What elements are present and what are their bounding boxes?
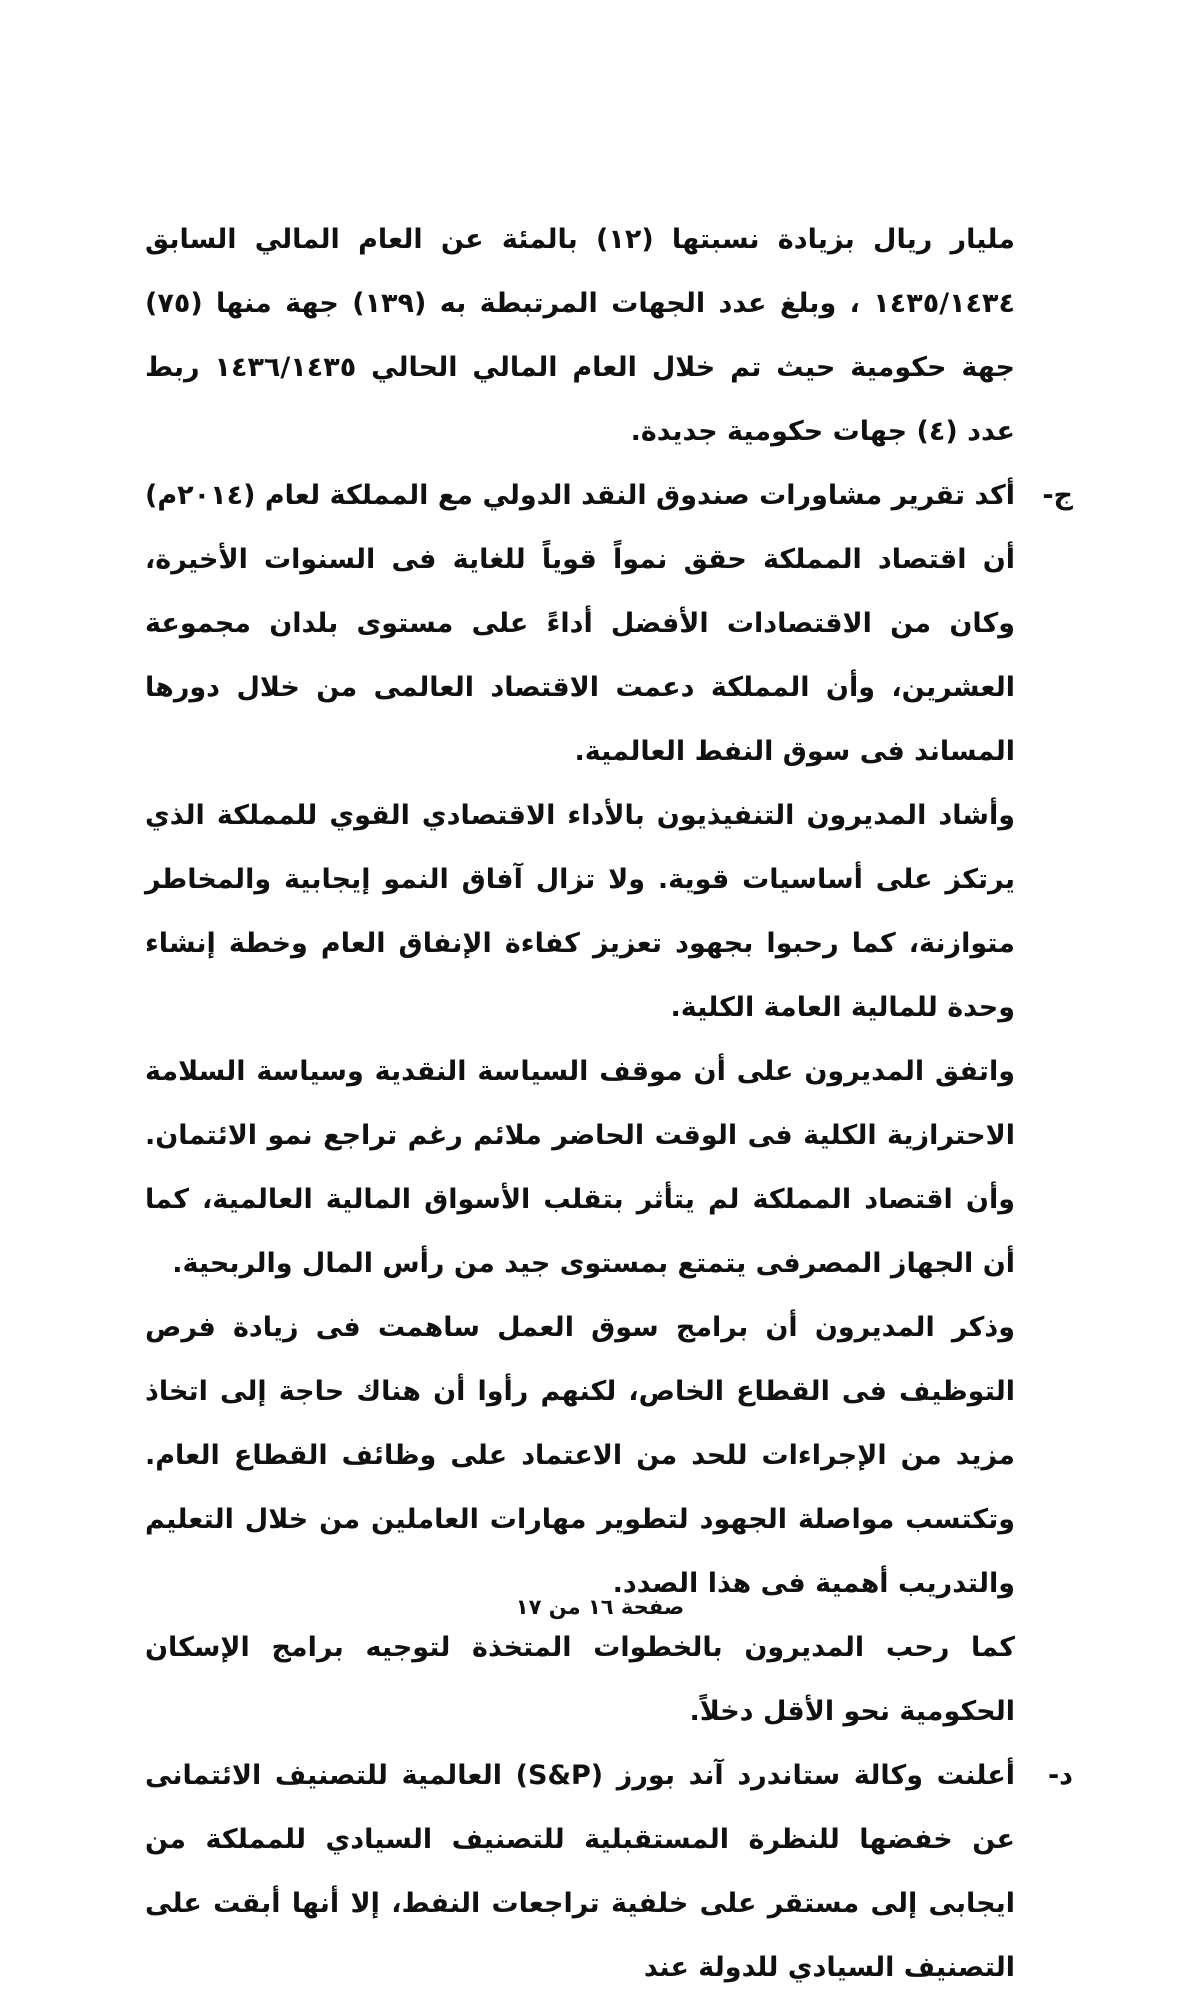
list-item-c-text: أكد تقرير مشاورات صندوق النقد الدولي مع المملكة لعام (٢٠١٤م) أن اقتصاد المملكة حقق نمواً قوياً للغاية فى السنوات الأخيرة، وكان من الاقتصادات الأفضل أداءً على مستوى بلدان مجموعة العشرين، وأن المملكة دعمت الاقتصاد العالمى من خلال دورها المساند فى سوق النفط العالمية. xyxy=(145,480,1015,767)
paragraph-housing: كما رحب المديرون بالخطوات المتخذة لتوجيه برامج الإسكان الحكومية نحو الأقل دخلاً. xyxy=(145,1632,1015,1727)
paragraph-executive-directors: وأشاد المديرون التنفيذيون بالأداء الاقتصادي القوي للمملكة الذي يرتكز على أساسيات قوية. ولا تزال آفاق النمو إيجابية والمخاطر متوازنة، كما رحبوا بجهود تعزيز كفاءة الإنفاق العام وخطة إنشاء وحدة للمالية العامة الكلية. xyxy=(145,800,1015,1023)
list-item-d-text: أعلنت وكالة ستاندرد آند بورز (S&P) العالمية للتصنيف الائتمانى عن خفضها للنظرة المستقبلية للتصنيف السيادي للمملكة من ايجابى إلى مستقر على خلفية تراجعات النفط، إلا أنها أبقت على التصنيف السيادي للدولة عند xyxy=(145,1760,1015,1983)
body-text xyxy=(145,208,1073,2000)
page-number: صفحة ١٦ من ١٧ xyxy=(515,1595,685,1619)
paragraph-continuation: مليار ريال بزيادة نسبتها (١٢) بالمئة عن العام المالي السابق ١٤٣٥/١٤٣٤ ، وبلغ عدد الجهات المرتبطة به (١٣٩) جهة منها (٧٥) جهة حكومية حيث تم خلال العام المالي الحالي ١٤٣٦/١٤٣٥ ربط عدد (٤) جهات حكومية جديدة. xyxy=(145,224,1015,447)
list-marker-d: د- xyxy=(1047,1760,1073,1791)
paragraph-labor-market: وذكر المديرون أن برامج سوق العمل ساهمت فى زيادة فرص التوظيف فى القطاع الخاص، لكنهم رأوا أن هناك حاجة إلى اتخاذ مزيد من الإجراءات للحد من الاعتماد على وظائف القطاع العام. وتكتسب مواصلة الجهود لتطوير مهارات العاملين من خلال التعليم والتدريب أهمية فى هذا الصدد. xyxy=(145,1312,1015,1599)
list-item-c xyxy=(145,464,1073,784)
list-item-d xyxy=(145,1744,1073,2000)
paragraph-monetary-policy: واتفق المديرون على أن موقف السياسة النقدية وسياسة السلامة الاحترازية الكلية فى الوقت الحاضر ملائم رغم تراجع نمو الائتمان. وأن اقتصاد المملكة لم يتأثر بتقلب الأسواق المالية العالمية، كما أن الجهاز المصرفى يتمتع بمستوى جيد من رأس المال والربحية. xyxy=(145,1056,1015,1279)
list-marker-c: ج- xyxy=(1042,480,1073,511)
